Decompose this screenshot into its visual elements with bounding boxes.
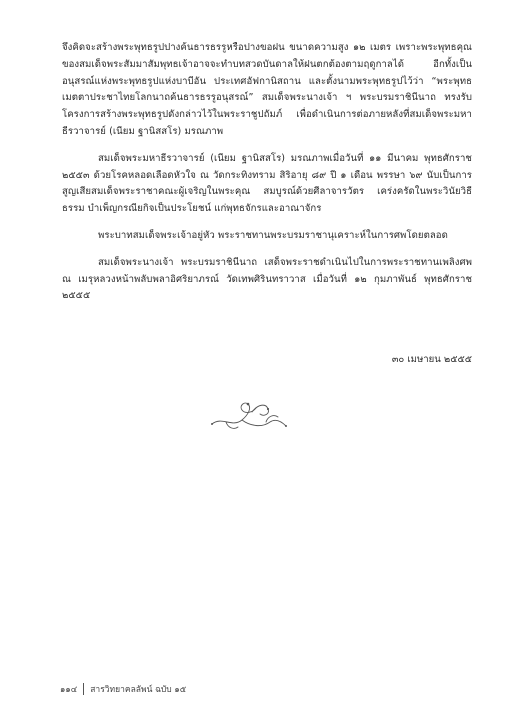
paragraph-4: สมเด็จพระนางเจ้า พระบรมราชินีนาถ เสด็จพระราชดำเนินไปในการพระราชทานเพลิงศพ ณ เมรุหลวงหน้าพลับพลาอิศริยาภรณ์ วัดเทพศิรินทราวาส เมื่อวันที่ ๑๒ กุมภาพันธ์ พุทธศักราช ๒๕๕๕ [62, 256, 472, 302]
signature-date: ๓๐ เมษายน ๒๕๕๕ [391, 354, 472, 365]
footer-divider [83, 683, 84, 695]
page-footer [60, 682, 186, 696]
publication-title: สารวิทยาคลลัพน์ ฉบับ ๑๕ [90, 685, 187, 695]
body-text [62, 40, 472, 315]
paragraph-1: จึงคิดจะสร้างพระพุทธรูปปางค้นธารธรรูหรือปางขอฝน ขนาดความสูง ๑๒ เมตร เพราะพระพุทธคุณของสมเด็จพระสัมมาสัมพุทธเจ้าอาจจะทำบทสวดบันดาลให้ฝนตกต้องตามฤดูกาลได้ อีกทั้งเป็นอนุสรณ์แห่งพระพุทธรูปแห่งบาบีอัน ประเทศอัฟกานิสถาน และตั้งนามพระพุทธรูปไว้ว่า “พระพุทธเมตตาประชาไทยโลกนาถค้นธารธรรูอนุสรณ์” สมเด็จพระนางเจ้า ฯ พระบรมราชินีนาถ ทรงรับโครงการสร้างพระพุทธรูปดังกล่าวไว้ในพระราชูปถัมภ์ เพื่อดำเนินการต่อภายหลังที่สมเด็จพระมหาธีรวาจารย์ (เนียม ฐานิสสโร) มรณภาพ [62, 42, 472, 137]
page-number: ๑๑๔ [60, 685, 78, 695]
floral-flourish-icon [208, 398, 290, 434]
paragraph-2: สมเด็จพระมหาธีรวาจารย์ (เนียม ฐานิสสโร) มรณภาพเมื่อวันที่ ๑๑ มีนาคม พุทธศักราช ๒๕๕๓ ด้วยโรคหลอดเลือดหัวใจ ณ วัดกระทิงทราม สิริอายุ ๘๙ ปี ๑ เดือน พรรษา ๖๙ นับเป็นการสูญเสียสมเด็จพระราชาคณะผู้เจริญในพระคุณ สมบูรณ์ด้วยศีลาจารวัตร เคร่งครัดในพระวินัยวิธีธรรม บำเพ็ญกรณียกิจเป็นประโยชน์ แก่พุทธจักรและอาณาจักร [62, 152, 472, 215]
paragraph-3: พระบาทสมเด็จพระเจ้าอยู่หัว พระราชทานพระบรมราชานุเคราะห์ในการศพโดยตลอด [98, 229, 448, 241]
